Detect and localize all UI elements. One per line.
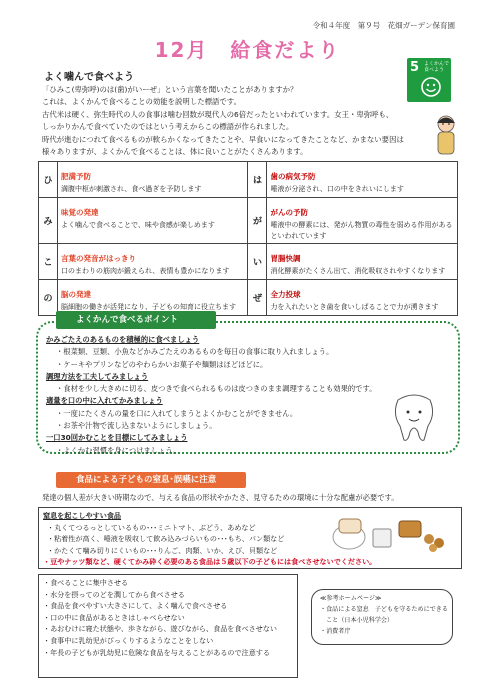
- intro-line: しっかりかんで食べていたのではという考えからこの標語が作られました。: [42, 122, 294, 132]
- intro-line: 様々ありますが、よくかんで食べることは、体に良いことがたくさんあります。: [42, 147, 308, 157]
- benefit-text: 消化酵素がたくさん出て、消化吸収されやすくなります: [270, 267, 446, 275]
- intro-line: 時代が進むにつれて食べるものが軟らかくなってきたことや、早食いになってきたことなど、かまない要因は: [42, 134, 404, 144]
- table-cell: [267, 198, 458, 244]
- point-heading: 適量を口の中に入れてかみましょう: [46, 396, 163, 406]
- table-key-cell: ひ: [39, 162, 58, 198]
- point-item: ・よくかむ習慣を身につけましょう。: [56, 445, 180, 455]
- point-item: ・根菜類、豆類、小魚などかみごたえのあるものを毎日の食事に取り入れましょう。: [56, 347, 334, 357]
- point-heading: 調理方法を工夫してみましょう: [46, 371, 149, 381]
- benefit-text: 唾液が分泌され、口の中をきれいにします: [270, 185, 404, 193]
- choking-lead-text: 発達の個人差が大きい時期なので、与える食品の形状やかたさ、見守るための環境に十分な配慮が必要です。: [42, 493, 399, 502]
- section-title-chewing: よく噛んで食べよう: [44, 72, 134, 83]
- point-heading: かみごたえのあるものを積極的に食べましょう: [46, 335, 200, 344]
- care-item: ・水分を摂ってのどを潤してから食べさせる: [43, 589, 185, 599]
- benefit-heading: 胃腸快調: [270, 254, 301, 263]
- chewing-points-list: [46, 334, 446, 457]
- table-cell: [57, 162, 248, 198]
- choking-box-title: 窒息を起こしやすい食品: [43, 511, 122, 520]
- sdg-text: よくかんで食べよう: [424, 61, 450, 73]
- choking-warning-tab: 食品による子どもの窒息･誤嚥に注意: [56, 472, 246, 488]
- benefit-text: 力を入れたいとき歯を食いしばることで力が湧きます: [270, 303, 439, 311]
- care-item: ・あおむけに寝た状態や、歩きながら、遊びながら、食品を食べさせない: [43, 624, 277, 634]
- benefit-heading: 肥満予防: [60, 172, 91, 181]
- benefit-text: 脳細胞の働きが活発になり、子どもの知育に役立ちます: [60, 303, 236, 311]
- table-key-cell: の: [39, 280, 58, 316]
- himiko-benefits-table: [38, 161, 458, 316]
- care-item: ・食品を食べやすい大きさにして、よく噛んで食べさせる: [43, 601, 228, 611]
- point-item: ・ケーキやプリンなどのやわらかいお菓子や麺類はほどほどに。: [56, 359, 268, 369]
- choking-food-item: ・かたくて噛み切りにくいもの･･･りんご、肉類、いか、えび、貝類など: [47, 545, 278, 555]
- care-item: ・口の中に食品があるときはしゃべらせない: [43, 612, 185, 622]
- benefit-text: よく噛んで食べることで、味や食感が楽しめます: [60, 221, 215, 229]
- choking-food-item: ・粘着性が高く、唾液を吸収して飲み込みづらいもの･･･もち、パン類など: [47, 534, 285, 543]
- himiko-character-icon: [431, 114, 461, 158]
- benefit-text: 満腹中枢が刺激され、食べ過ぎを予防します: [60, 185, 202, 193]
- table-cell: [57, 244, 248, 280]
- table-key-cell: み: [39, 198, 58, 244]
- food-illustrations-icon: [329, 513, 449, 555]
- benefit-heading: 言葉の発音がはっきり: [60, 254, 136, 263]
- reference-box: [311, 589, 453, 645]
- point-item: ・お茶や汁物で流し込まないようにしましょう。: [56, 421, 217, 431]
- reference-item: ・食品による窒息 子どもを守るためにできる: [320, 606, 448, 613]
- benefit-text: 唾液中の酵素には、発がん物質の毒性を弱める作用があるといわれています: [270, 221, 453, 240]
- care-item: ・食事中に乳幼児がびっくりするようなことをしない: [43, 635, 214, 645]
- table-key-cell: こ: [39, 244, 58, 280]
- chewing-points-tab: よくかんで食べるポイント: [56, 311, 216, 329]
- table-key-cell: が: [248, 198, 267, 244]
- choking-warning-text: ・豆やナッツ類など、硬くてかみ砕く必要のある食品は５歳以下の子どもには食べさせないでください。: [43, 557, 377, 566]
- point-heading: 一口30回かむことを目標にしてみましょう: [46, 433, 188, 443]
- reference-item: こと（日本小児科学会）: [320, 617, 394, 624]
- intro-line: 「ひみこ(卑弥呼)のは(歯)がいーぜ」という言葉を聞いたことがありますか？: [42, 85, 298, 94]
- table-cell: [267, 244, 458, 280]
- benefit-heading: がんの予防: [270, 208, 308, 217]
- feeding-care-box: [38, 574, 298, 678]
- point-item: ・一度にたくさんの量を口に入れてしまうとよくかむことができません。: [56, 408, 298, 418]
- page-title: 12月 給食だより: [154, 38, 341, 62]
- table-key-cell: ぜ: [248, 280, 267, 316]
- care-item: ・食べることに集中させる: [43, 578, 129, 587]
- table-cell: [57, 198, 248, 244]
- intro-line: 古代米は硬く、弥生時代の人の食事は噛む回数が現代人の6倍だったといわれています。女王・卑弥呼も、: [42, 109, 394, 119]
- intro-line: これは、よくかんで食べることの効能を説明した標語です。: [42, 97, 241, 107]
- table-cell: [267, 280, 458, 316]
- table-cell: [267, 162, 458, 198]
- table-row: [39, 162, 458, 198]
- reference-title: ≪参考ホームページ≫: [320, 595, 382, 602]
- table-row: [39, 198, 458, 244]
- benefit-heading: 味覚の発達: [60, 208, 99, 217]
- intro-text: [42, 84, 462, 158]
- care-item: ・年長の子どもが乳幼児に危険な食品を与えることがあるので注意する: [43, 647, 270, 657]
- tooth-character-icon: [390, 392, 438, 444]
- sdg-number: 5: [410, 60, 420, 75]
- choking-food-item: ・丸くてつるっとしているもの･･･ミニトマト、ぶどう、あめなど: [47, 522, 256, 532]
- point-item: ・食材を少し大きめに切る、皮つきで食べられるものは皮つきのまま調理することも効果的です。: [56, 384, 377, 394]
- benefit-heading: 歯の病気予防: [270, 172, 316, 181]
- table-key-cell: は: [248, 162, 267, 198]
- reference-item: ・消費者庁: [320, 628, 351, 635]
- table-key-cell: い: [248, 244, 267, 280]
- table-row: [39, 244, 458, 280]
- issue-meta: 令和４年度 第９号 花畑ガーデン保育園: [312, 21, 455, 30]
- benefit-text: 口のまわりの筋肉が鍛えられ、表情も豊かになります: [60, 267, 230, 275]
- benefit-heading: 全力投球: [270, 290, 301, 299]
- benefit-heading: 脳の発達: [60, 290, 91, 299]
